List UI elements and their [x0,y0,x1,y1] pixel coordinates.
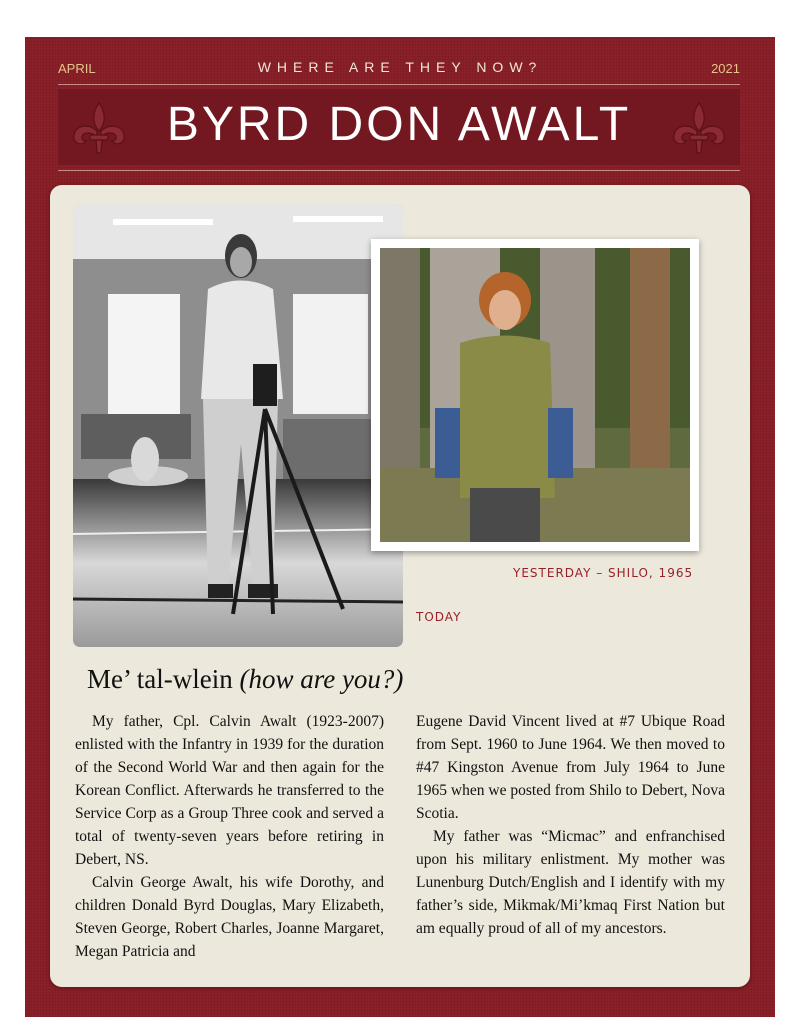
photo-yesterday-frame [371,239,699,551]
title-band [58,89,740,165]
paragraph: My father, Cpl. Calvin Awalt (1923-2007) enlisted with the Infantry in 1939 for the duration of the Second World War and then again for the Korean Conflict. Afterwards he transferred to the Service Corp as a Group Three cook and served a total of twenty-seven years before retiring in Debert, NS. [75,713,384,868]
paragraph: My father was “Micmac” and enfranchised upon his military enlistment. My mother was Lunenburg Dutch/English and I identify with my father’s side, Mikmak/Mi’kmaq First Nation but am equally proud of all of my ancestors. [416,828,725,937]
paragraph: Calvin George Awalt, his wife Dorothy, and children Donald Byrd Douglas, Mary Elizabeth, Steven George, Robert Charles, Joanne Margaret, Megan Patricia and [75,874,384,960]
caption-today: TODAY [416,610,462,624]
photo-yesterday [380,248,690,542]
divider-bottom [58,170,740,171]
page-title: BYRD DON AWALT [166,98,632,151]
issue-month: APRIL [58,61,96,76]
header-strip [25,58,775,78]
article-column-left [75,710,384,963]
issue-year: 2021 [711,61,740,76]
heading-mikmaq: Me’ tal-wlein [87,664,233,694]
section-tagline: WHERE ARE THEY NOW? [257,59,543,75]
heading-translation: (how are you?) [239,664,404,694]
photo-today [73,204,403,647]
caption-yesterday: YESTERDAY – SHILO, 1965 [513,566,694,580]
divider-top [58,84,740,85]
article-heading [87,664,403,695]
article-column-right [416,710,725,940]
fleur-de-lis-icon [668,97,730,159]
paragraph: Eugene David Vincent lived at #7 Ubique Road from Sept. 1960 to June 1964. We then moved to #47 Kingston Avenue from July 1964 to June 1965 when we posted from Shilo to Debert, Nova Scotia. [416,713,725,822]
